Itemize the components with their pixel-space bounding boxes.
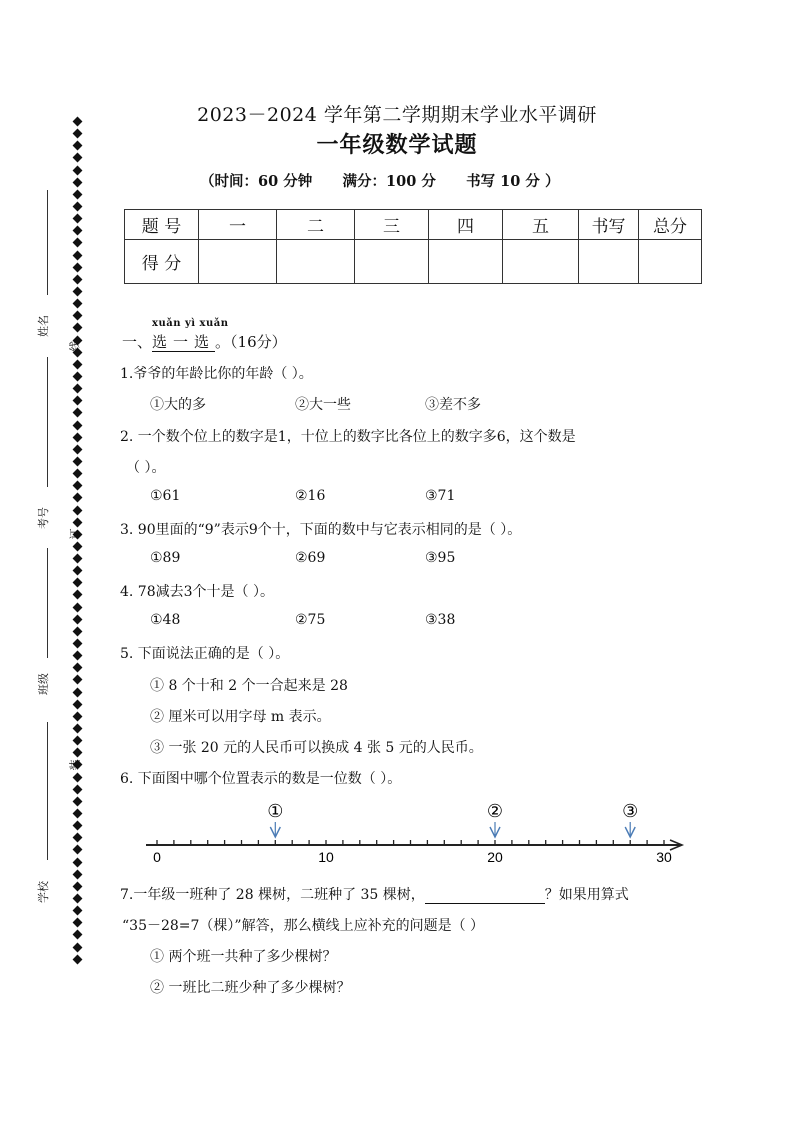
q3-option-1[interactable]: ①89: [150, 550, 181, 566]
binding-diamond: [72, 711, 82, 721]
binding-diamond: [72, 639, 82, 649]
score-header-cell: 总分: [639, 210, 702, 240]
q5-option-3[interactable]: ③ 一张 20 元的人民币可以换成 4 张 5 元的人民币。: [150, 740, 483, 756]
number-line-tick-label: 20: [487, 849, 503, 865]
binding-diamond: [72, 311, 82, 321]
class-label: 班级: [37, 673, 50, 695]
binding-diamond: [72, 432, 82, 442]
binding-diamond: [72, 238, 82, 248]
binding-diamond: [72, 784, 82, 794]
binding-diamond: [72, 724, 82, 734]
binding-diamond: [72, 772, 82, 782]
binding-diamond: [72, 881, 82, 891]
binding-diamond: [72, 493, 82, 503]
question-7: [120, 884, 629, 904]
binding-diamond: [72, 214, 82, 224]
q3-option-2[interactable]: ②69: [295, 550, 326, 566]
binding-diamond: [72, 384, 82, 394]
binding-diamond: [72, 954, 82, 964]
score-cell[interactable]: [639, 240, 702, 284]
binding-diamond: [72, 444, 82, 454]
binding-diamond: [72, 942, 82, 952]
school-fill-line: [47, 722, 48, 860]
binding-diamond: [72, 505, 82, 515]
binding-diamond: [72, 675, 82, 685]
binding-diamond: [72, 165, 82, 175]
q4-option-2[interactable]: ②75: [295, 612, 326, 628]
binding-diamond: [72, 626, 82, 636]
binding-diamond: [72, 408, 82, 418]
binding-diamond: [72, 359, 82, 369]
q2-option-2[interactable]: ②16: [295, 488, 326, 504]
binding-diamond: [72, 821, 82, 831]
score-header-cell: 二: [277, 210, 355, 240]
score-cell[interactable]: [429, 240, 503, 284]
score-header-cell: 五: [503, 210, 579, 240]
binding-diamond: [72, 372, 82, 382]
q7-option-1[interactable]: ① 两个班一共种了多少棵树？: [150, 949, 337, 965]
score-cell[interactable]: [277, 240, 355, 284]
binding-diamond: [72, 202, 82, 212]
section1-pinyin: xuǎn yì xuǎn: [152, 318, 229, 329]
cut-word-line: 线: [68, 340, 82, 352]
score-header-cell: 四: [429, 210, 503, 240]
binding-diamond: [72, 287, 82, 297]
binding-diamond: [72, 566, 82, 576]
binding-diamond: [72, 250, 82, 260]
exam-info: （时间：60 分钟 满分：100 分 书写 10 分 ）: [200, 173, 560, 190]
score-cell[interactable]: [579, 240, 639, 284]
name-fill-line: [47, 190, 48, 295]
q1-option-2[interactable]: ②大一些: [295, 397, 351, 413]
binding-diamond: [72, 748, 82, 758]
q4-option-1[interactable]: ①48: [150, 612, 181, 628]
binding-diamond: [72, 226, 82, 236]
binding-diamond: [72, 481, 82, 491]
score-header-cell: 书写: [579, 210, 639, 240]
question-7-line2: “35－28=7（棵）”解答，那么横线上应补充的问题是（ ）: [122, 918, 485, 934]
question-1: 1.爷爷的年龄比你的年龄（ ）。: [120, 366, 313, 382]
q5-option-1[interactable]: ① 8 个十和 2 个一合起来是 28: [150, 678, 348, 694]
name-label: 姓名: [37, 315, 50, 337]
binding-diamond: [72, 918, 82, 928]
section1-title: 选一选: [152, 333, 216, 351]
question-2-answer-blank: （ ）。: [126, 460, 166, 476]
score-cell[interactable]: [199, 240, 277, 284]
binding-diamond: [72, 578, 82, 588]
binding-diamond: [72, 687, 82, 697]
binding-diamond: [72, 517, 82, 527]
q2-option-1[interactable]: ①61: [150, 488, 181, 504]
question-7-text-a: 7.一年级一班种了 28 棵树，二班种了 35 棵树，: [120, 887, 425, 903]
score-header-cell: 三: [355, 210, 429, 240]
binding-diamond: [72, 809, 82, 819]
binding-diamond: [72, 663, 82, 673]
binding-diamond: [72, 396, 82, 406]
score-table-header-row: [125, 210, 702, 240]
binding-diamond: [72, 845, 82, 855]
score-cell[interactable]: [355, 240, 429, 284]
binding-diamond: [72, 323, 82, 333]
school-label: 学校: [37, 881, 50, 903]
section1-prefix: 一、: [122, 333, 153, 351]
section1-suffix: 。（16分）: [215, 333, 287, 351]
exam-title: 2023－2024 学年第二学期期末学业水平调研: [197, 104, 597, 126]
binding-diamond: [72, 614, 82, 624]
question-4: 4. 78减去3个十是（ ）。: [120, 584, 274, 600]
binding-diamond-border: [70, 118, 84, 968]
binding-diamond: [72, 456, 82, 466]
score-row-label: 得 分: [125, 240, 199, 284]
question-3: 3. 90里面的“9”表示9个十，下面的数中与它表示相同的是（ ）。: [120, 522, 522, 538]
number-line-marker-label: ①: [267, 801, 284, 822]
q5-option-2[interactable]: ② 厘米可以用字母 m 表示。: [150, 709, 331, 725]
binding-diamond: [72, 651, 82, 661]
q2-option-3[interactable]: ③71: [425, 488, 456, 504]
binding-diamond: [72, 299, 82, 309]
question-6: 6. 下面图中哪个位置表示的数是一位数（ ）。: [120, 771, 402, 787]
binding-diamond: [72, 590, 82, 600]
question-5: 5. 下面说法正确的是（ ）。: [120, 646, 290, 662]
binding-diamond: [72, 736, 82, 746]
number-line-tick-label: 30: [656, 849, 672, 865]
binding-diamond: [72, 869, 82, 879]
class-fill-line: [47, 548, 48, 658]
binding-diamond: [72, 469, 82, 479]
binding-diamond: [72, 554, 82, 564]
exam-number-fill-line: [47, 357, 48, 487]
number-line-tick-label: 10: [318, 849, 334, 865]
binding-diamond: [72, 177, 82, 187]
binding-diamond: [72, 699, 82, 709]
section1-heading: [122, 331, 287, 352]
cut-word-pack: 装: [68, 759, 82, 771]
score-cell[interactable]: [503, 240, 579, 284]
q1-option-3[interactable]: ③差不多: [425, 397, 481, 413]
binding-diamond: [72, 930, 82, 940]
binding-diamond: [72, 420, 82, 430]
q3-option-3[interactable]: ③95: [425, 550, 456, 566]
q1-option-1[interactable]: ①大的多: [150, 397, 206, 413]
binding-diamond: [72, 906, 82, 916]
number-line-marker-label: ③: [622, 801, 639, 822]
number-line-marker-label: ②: [486, 801, 504, 822]
binding-diamond: [72, 262, 82, 272]
binding-diamond: [72, 274, 82, 284]
exam-subject-title: 一年级数学试题: [316, 132, 478, 158]
q7-option-2[interactable]: ② 一班比二班少种了多少棵树？: [150, 980, 351, 996]
cut-word-bind: 订: [68, 528, 82, 540]
binding-diamond: [72, 602, 82, 612]
binding-diamond: [72, 894, 82, 904]
number-line-tick-label: 0: [153, 849, 161, 865]
question-7-text-b: ？如果用算式: [544, 887, 629, 903]
score-table-score-row: [125, 240, 702, 284]
score-table: [124, 209, 702, 284]
score-header-cell: 一: [199, 210, 277, 240]
q4-option-3[interactable]: ③38: [425, 612, 456, 628]
question-2: 2. 一个数个位上的数字是1，十位上的数字比各位上的数字多6，这个数是: [120, 429, 576, 445]
exam-number-label: 考号: [37, 507, 50, 529]
question-7-fill-blank[interactable]: [425, 889, 545, 904]
binding-diamond: [72, 189, 82, 199]
binding-diamond: [72, 833, 82, 843]
score-header-cell: 题 号: [125, 210, 199, 240]
number-line-figure: [140, 795, 700, 870]
binding-diamond: [72, 541, 82, 551]
binding-diamond: [72, 857, 82, 867]
binding-diamond: [72, 796, 82, 806]
